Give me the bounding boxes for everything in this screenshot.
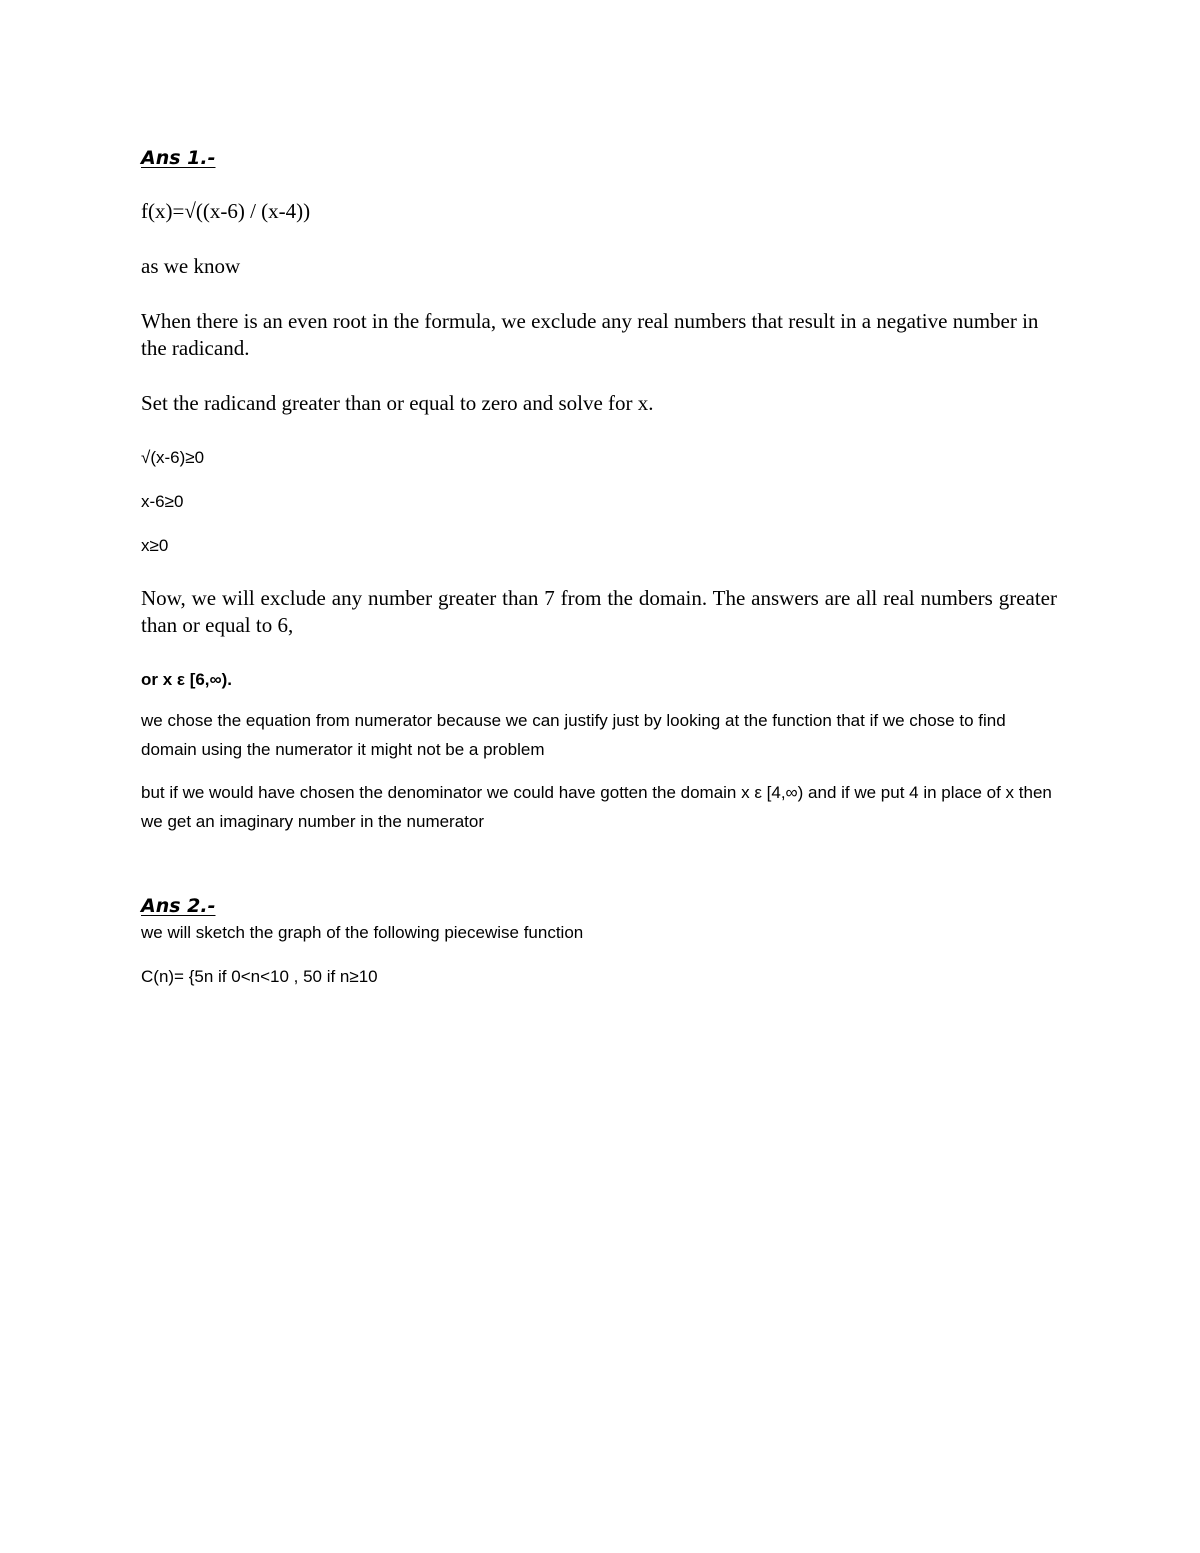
document-body	[141, 140, 1057, 991]
inequality-step-2: x-6≥0	[141, 492, 184, 511]
even-root-rule-paragraph: When there is an even root in the formula, we exclude any real numbers that result in a negative number in the radicand.	[141, 309, 1039, 360]
function-definition: f(x)=√((x-6) / (x-4))	[141, 199, 311, 223]
inequality-step-1: √(x-6)≥0	[141, 448, 205, 467]
domain-interval: or x ε [6,∞).	[141, 670, 233, 689]
piecewise-intro: we will sketch the graph of the following piecewise function	[141, 923, 584, 942]
as-we-know-text: as we know	[141, 254, 241, 278]
set-radicand-paragraph: Set the radicand greater than or equal to zero and solve for x.	[141, 391, 654, 415]
inequality-step-3: x≥0	[141, 536, 169, 555]
answer1-heading: Ans 1.-	[141, 147, 216, 169]
answer2-heading: Ans 2.-	[141, 895, 216, 917]
denominator-reason-paragraph: but if we would have chosen the denominator we could have gotten the domain x ε [4,∞) and if we put 4 in place of x then we get an imaginary number in the numerator	[141, 783, 1052, 831]
numerator-reason-paragraph: we chose the equation from numerator because we can justify just by looking at the function that if we chose to find domain using the numerator it might not be a problem	[141, 711, 1006, 759]
piecewise-function: C(n)= {5n if 0<n<10 , 50 if n≥10	[141, 967, 378, 986]
exclude-statement-paragraph: Now, we will exclude any number greater than 7 from the domain. The answers are all real numbers greater than or equal to 6,	[141, 586, 1057, 637]
